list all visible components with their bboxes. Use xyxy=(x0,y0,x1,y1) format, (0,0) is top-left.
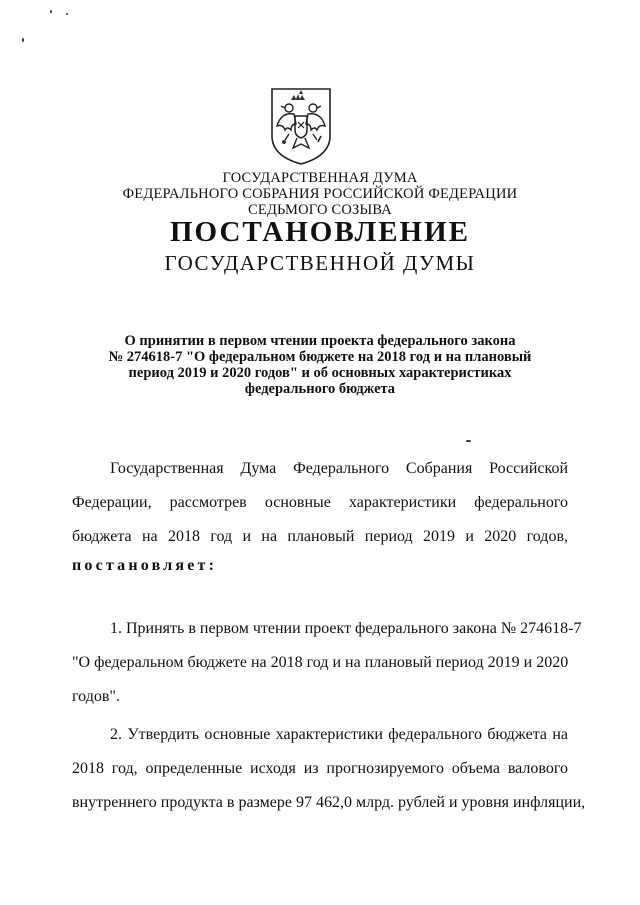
document-issuer: ГОСУДАРСТВЕННОЙ ДУМЫ xyxy=(164,251,476,275)
scan-speck xyxy=(466,440,471,442)
subject-line: федерального бюджета xyxy=(244,381,396,397)
preamble-line: бюджета на 2018 год и на плановый период 2019 и 2020 годов, xyxy=(72,528,568,545)
scan-speck xyxy=(50,10,52,13)
item-2-line: внутреннего продукта в размере 97 462,0 млрд. рублей и уровня инфляции, xyxy=(72,794,586,811)
header-line-3: СЕДЬМОГО СОЗЫВА xyxy=(248,202,392,218)
russian-coat-of-arms-icon xyxy=(269,86,333,166)
header-line-2: ФЕДЕРАЛЬНОГО СОБРАНИЯ РОССИЙСКОЙ ФЕДЕРАЦИИ xyxy=(122,186,518,202)
item-2-line: 2018 год, определенные исходя из прогнозируемого объема валового xyxy=(72,760,568,777)
subject-line: О принятии в первом чтении проекта федерального закона xyxy=(124,333,516,349)
preamble-line: Федерации, рассмотрев основные характеристики федерального xyxy=(72,494,568,511)
item-2-paragraph xyxy=(72,718,586,820)
subject-line: период 2019 и 2020 годов" и об основных характеристиках xyxy=(128,365,512,381)
item-2-line: 2. Утвердить основные характеристики федерального бюджета на xyxy=(110,726,568,743)
scan-speck xyxy=(66,13,68,15)
header-line-1: ГОСУДАРСТВЕННАЯ ДУМА xyxy=(222,170,418,186)
item-1-line: "О федеральном бюджете на 2018 год и на плановый период 2019 и 2020 xyxy=(72,654,569,671)
preamble-paragraph xyxy=(72,452,568,554)
item-1-line: 1. Принять в первом чтении проект федерального закона № 274618-7 xyxy=(110,620,582,637)
resolves-word: постановляет: xyxy=(72,557,218,574)
subject-line: № 274618-7 "О федеральном бюджете на 2018 год и на плановый xyxy=(108,349,532,365)
item-1-line: годов". xyxy=(72,688,120,705)
document-type-title: ПОСТАНОВЛЕНИЕ xyxy=(169,216,470,248)
item-1-paragraph xyxy=(72,612,582,714)
scan-speck xyxy=(22,38,24,42)
document-subject xyxy=(80,333,560,397)
preamble-line: Государственная Дума Федерального Собрания Российской xyxy=(110,460,568,477)
